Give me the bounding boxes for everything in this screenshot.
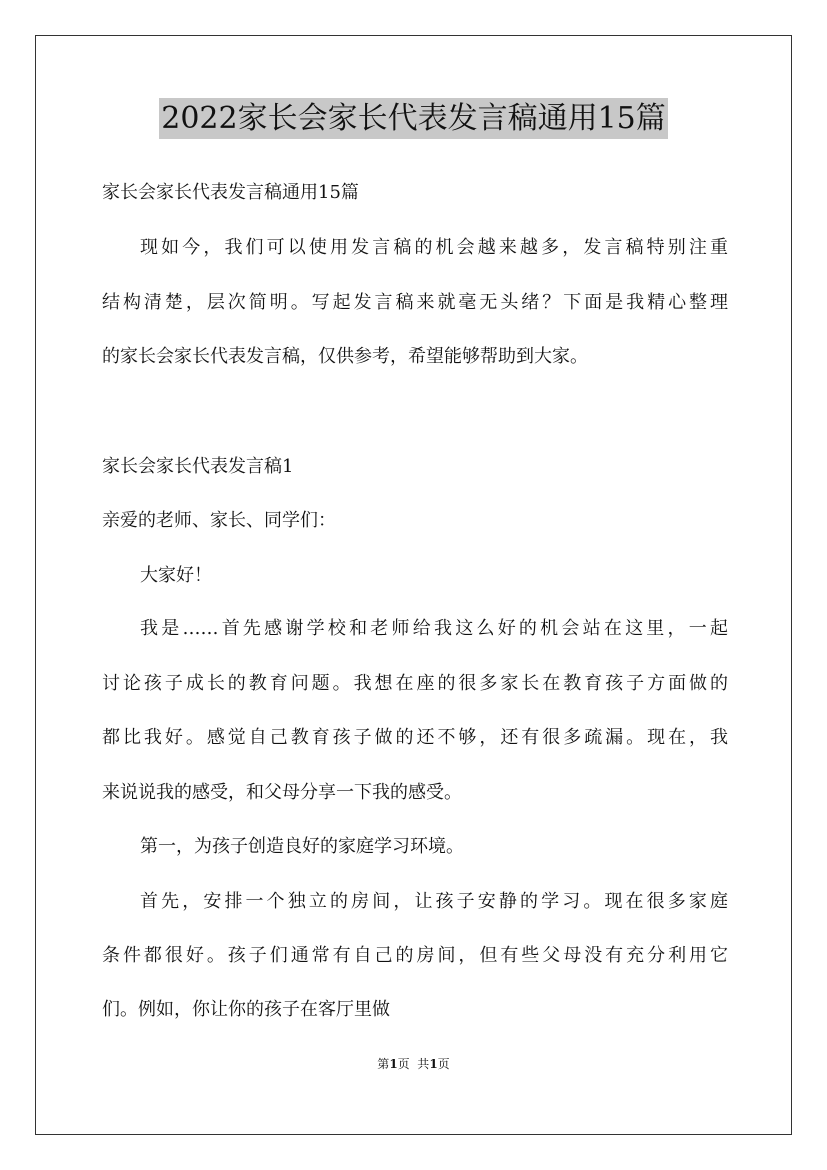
paragraph-line: 讨论孩子成长的教育问题。我想在座的很多家长在教育孩子方面做的 <box>102 673 728 694</box>
document-title-text: 2022家长会家长代表发言稿通用15篇 <box>159 98 668 139</box>
paragraph-line: 我是……首先感谢学校和老师给我这么好的机会站在这里，一起 <box>140 618 728 639</box>
paragraph-line: 首先，安排一个独立的房间，让孩子安静的学习。现在很多家庭 <box>140 891 728 912</box>
paragraph-line: 们。例如，你让你的孩子在客厅里做 <box>102 999 390 1020</box>
greeting: 大家好！ <box>140 565 212 586</box>
paragraph-line: 条件都很好。孩子们通常有自己的房间，但有些父母没有充分利用它 <box>102 945 728 966</box>
paragraph-line: 现如今，我们可以使用发言稿的机会越来越多，发言稿特别注重 <box>140 237 728 258</box>
paragraph-line: 结构清楚，层次简明。写起发言稿来就毫无头绪？下面是我精心整理 <box>102 292 728 313</box>
footer-suffix: 页 <box>437 1057 450 1071</box>
paragraph-line: 都比我好。感觉自己教育孩子做的还不够，还有很多疏漏。现在，我 <box>102 727 728 748</box>
paragraph-line: 第一，为孩子创造良好的家庭学习环境。 <box>140 836 464 857</box>
page-total: 1 <box>429 1057 438 1071</box>
salutation: 亲爱的老师、家长、同学们： <box>102 510 336 531</box>
page-number: 1 <box>389 1057 398 1071</box>
subtitle: 家长会家长代表发言稿通用15篇 <box>102 182 359 203</box>
section-heading: 家长会家长代表发言稿1 <box>102 456 294 477</box>
paragraph-line: 来说说我的感受，和父母分享一下我的感受。 <box>102 782 462 803</box>
footer-prefix: 第 <box>377 1057 390 1071</box>
page-footer <box>0 1055 827 1072</box>
footer-mid: 页 共 <box>397 1057 430 1071</box>
document-title <box>0 96 827 142</box>
paragraph-line: 的家长会家长代表发言稿，仅供参考，希望能够帮助到大家。 <box>102 346 588 367</box>
